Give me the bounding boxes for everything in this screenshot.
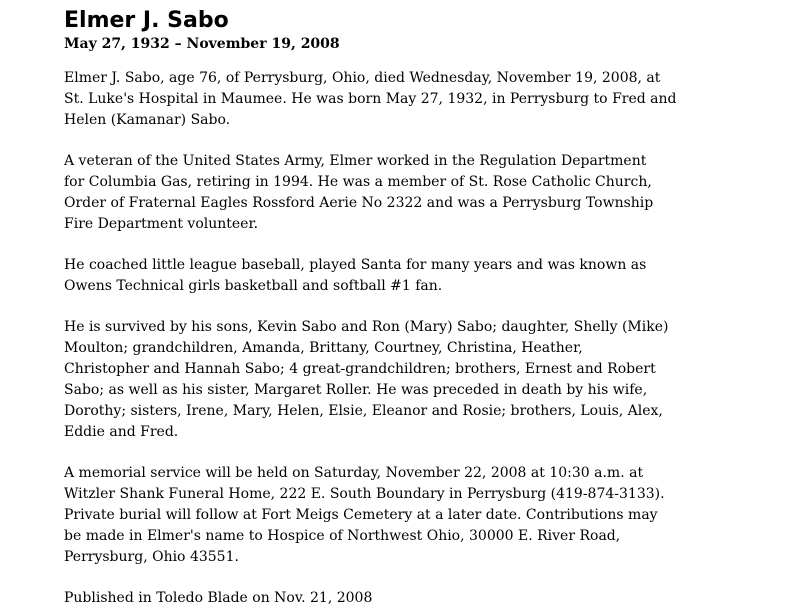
obituary-document [64, 8, 784, 609]
paragraph-death-notice [64, 68, 784, 131]
text-line: be made in Elmer's name to Hospice of Northwest Ohio, 30000 E. River Road, [64, 528, 621, 544]
page-title: Elmer J. Sabo [64, 8, 229, 33]
text-line: Private burial will follow at Fort Meigs Cemetery at a later date. Contributions may [64, 507, 658, 523]
text-line: Elmer J. Sabo, age 76, of Perrysburg, Ohio, died Wednesday, November 19, 2008, at [64, 70, 661, 86]
text-line: Witzler Shank Funeral Home, 222 E. South Boundary in Perrysburg (419-874-3133). [64, 486, 665, 502]
text-line: Fire Department volunteer. [64, 216, 259, 232]
text-line: Order of Fraternal Eagles Rossford Aerie No 2322 and was a Perrysburg Township [64, 195, 654, 211]
text-line: Moulton; grandchildren, Amanda, Brittany, Courtney, Christina, Heather, [64, 340, 583, 356]
text-line: Helen (Kamanar) Sabo. [64, 112, 231, 128]
text-line: Owens Technical girls basketball and softball #1 fan. [64, 278, 443, 294]
paragraph-memorial-service [64, 463, 784, 568]
text-line: Christopher and Hannah Sabo; 4 great-grandchildren; brothers, Ernest and Robert [64, 361, 656, 377]
text-line: He coached little league baseball, played Santa for many years and was known as [64, 257, 647, 273]
paragraph-career [64, 151, 784, 235]
text-line: for Columbia Gas, retiring in 1994. He was a member of St. Rose Catholic Church, [64, 174, 652, 190]
publication-note: Published in Toledo Blade on Nov. 21, 2008 [64, 590, 373, 606]
text-line: A veteran of the United States Army, Elmer worked in the Regulation Department [64, 153, 647, 169]
paragraph-survivors [64, 317, 784, 443]
life-dates: May 27, 1932 – November 19, 2008 [64, 36, 340, 52]
text-line: A memorial service will be held on Saturday, November 22, 2008 at 10:30 a.m. at [64, 465, 644, 481]
text-line: Dorothy; sisters, Irene, Mary, Helen, Elsie, Eleanor and Rosie; brothers, Louis, Alex, [64, 403, 663, 419]
paragraph-hobbies [64, 255, 784, 297]
text-line: Sabo; as well as his sister, Margaret Roller. He was preceded in death by his wife, [64, 382, 648, 398]
text-line: He is survived by his sons, Kevin Sabo and Ron (Mary) Sabo; daughter, Shelly (Mike) [64, 319, 669, 335]
text-line: St. Luke's Hospital in Maumee. He was born May 27, 1932, in Perrysburg to Fred and [64, 91, 677, 107]
text-line: Perrysburg, Ohio 43551. [64, 549, 239, 565]
text-line: Eddie and Fred. [64, 424, 179, 440]
